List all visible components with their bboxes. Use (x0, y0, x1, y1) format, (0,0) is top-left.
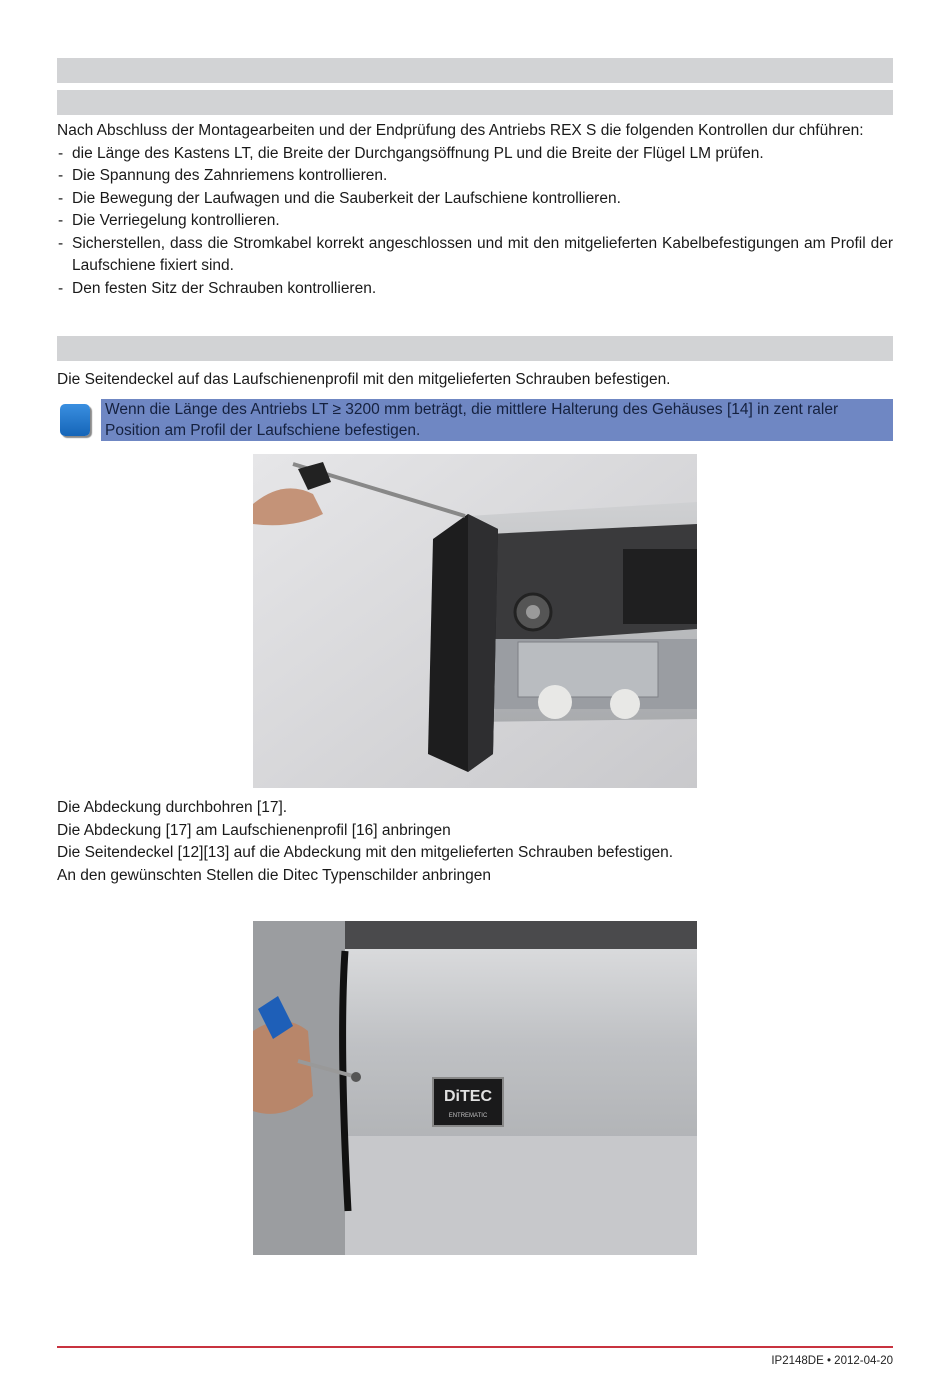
side-cover-text: Die Seitendeckel auf das Laufschienenprofil mit den mitgelieferten Schrauben befestigen. (57, 371, 671, 388)
cover-step: An den gewünschten Stellen die Ditec Typenschilder anbringen (57, 866, 491, 884)
note-text: Wenn die Länge des Antriebs LT ≥ 3200 mm beträgt, die mittlere Halterung des Gehäuses [14] in zent raler Position am Profil der Laufschiene befestigen. (105, 401, 839, 439)
list-item: - Sicherstellen, dass die Stromkabel korrekt angeschlossen und mit den mitgelieferten Kabelbefestigungen am Profil der Laufschiene fixiert sind. (57, 233, 893, 278)
photo-cover-label-illustration (253, 921, 697, 1255)
section-header-bar-3 (57, 336, 893, 361)
note-icon (60, 404, 90, 436)
ditec-logo-sub: ENTREMATIC (448, 1113, 488, 1119)
list-item: - Die Spannung des Zahnriemens kontrollieren. (57, 165, 893, 188)
cover-step: Die Seitendeckel [12][13] auf die Abdeckung mit den mitgelieferten Schrauben befestigen. (57, 844, 674, 861)
section-header-bar-1 (57, 58, 893, 83)
list-item: - Die Verriegelung kontrollieren. (57, 210, 893, 233)
checks-block (57, 120, 893, 300)
photo-side-cover (253, 454, 697, 788)
cover-step: Die Abdeckung [17] am Laufschienenprofil [16] anbringen (57, 821, 451, 839)
note-box (101, 399, 893, 441)
photo-side-cover-illustration (253, 454, 697, 788)
side-cover-instruction (57, 369, 893, 392)
photo-cover-label (253, 921, 697, 1255)
section-header-bar-2 (57, 90, 893, 115)
list-item: - Die Bewegung der Laufwagen und die Sauberkeit der Laufschiene kontrollieren. (57, 188, 893, 211)
footer-divider (57, 1346, 893, 1348)
ditec-logo-text: DiTEC (444, 1088, 492, 1105)
checks-intro: Nach Abschluss der Montagearbeiten und der Endprüfung des Antriebs REX S die folgenden Kontrollen dur chführen: (57, 122, 864, 139)
footer-doc-ref: IP2148DE • 2012-04-20 (771, 1355, 893, 1367)
list-item: - die Länge des Kastens LT, die Breite der Durchgangsöffnung PL und die Breite der Flügel LM prüfen. (57, 143, 893, 166)
cover-steps-block (57, 797, 893, 887)
list-item: - Den festen Sitz der Schrauben kontrollieren. (57, 278, 893, 301)
cover-step: Die Abdeckung durchbohren [17]. (57, 799, 288, 816)
checks-list (57, 143, 893, 301)
